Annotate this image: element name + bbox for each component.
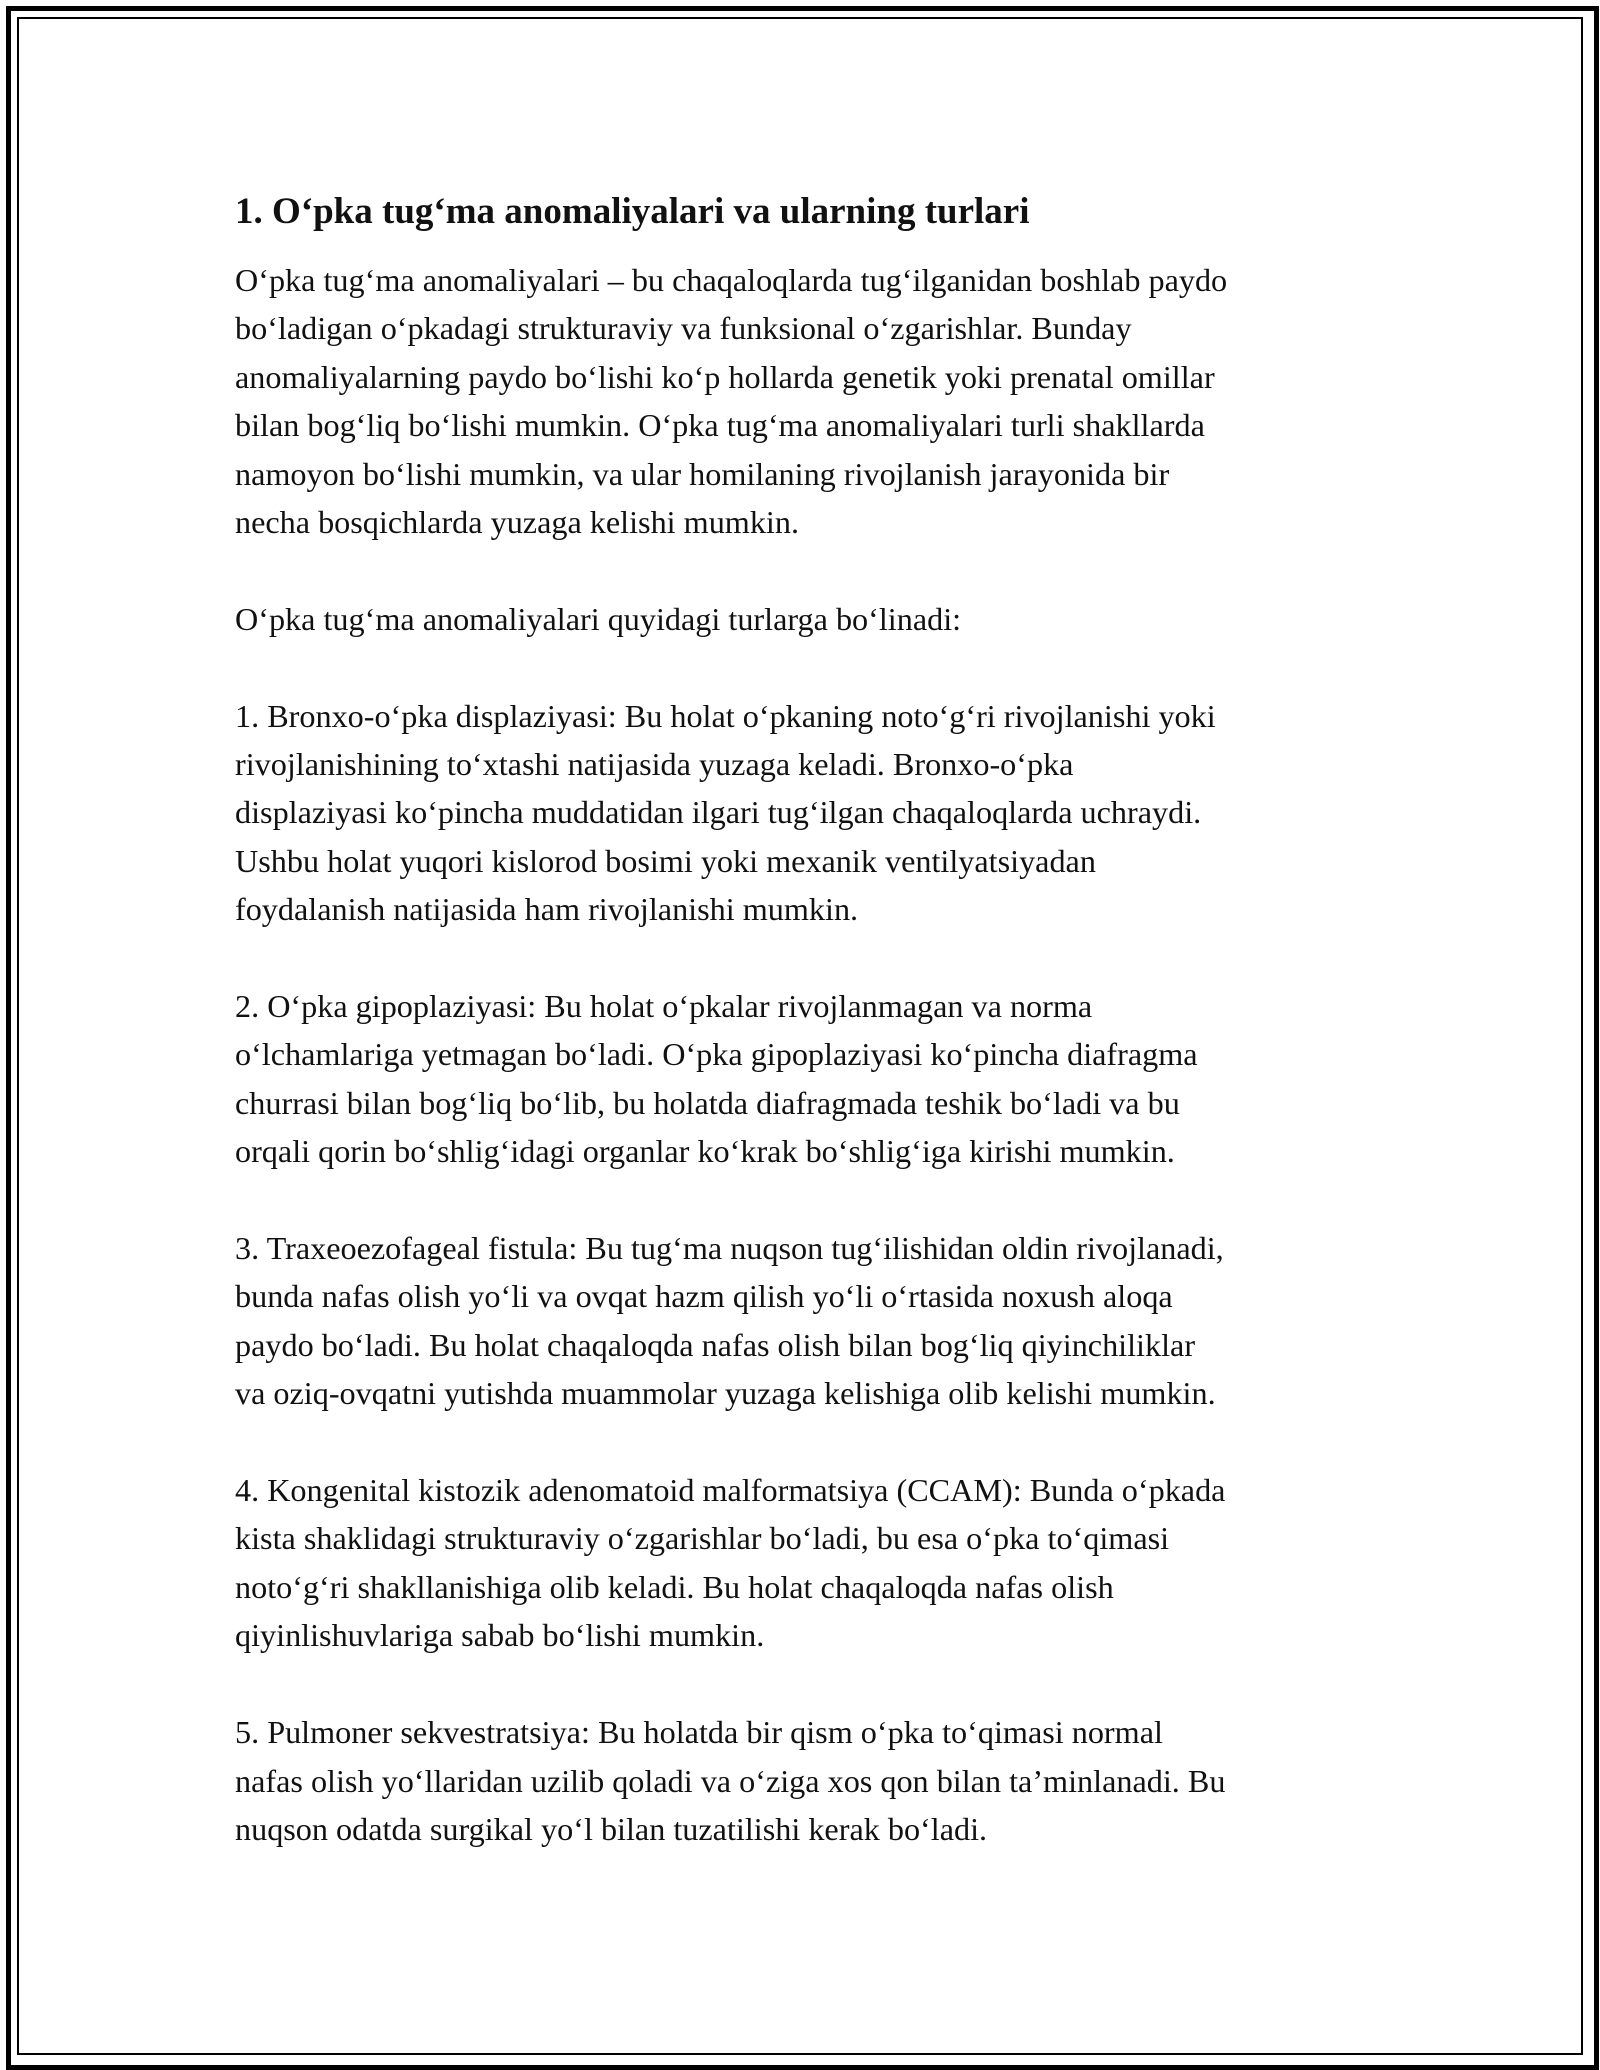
- paragraph: [235, 256, 1385, 546]
- paragraph-line: 1. Bronxo-o‘pka displaziyasi: Bu holat o‘pkaning noto‘g‘ri rivojlanishi yoki: [235, 697, 1216, 734]
- paragraph-line: rivojlanishining to‘xtashi natijasida yuzaga keladi. Bronxo-o‘pka: [235, 746, 1074, 783]
- paragraph-line: bilan bog‘liq bo‘lishi mumkin. O‘pka tug‘ma anomaliyalari turli shakllarda: [235, 407, 1205, 444]
- paragraph-line: bunda nafas olish yo‘li va ovqat hazm qilish yo‘li o‘rtasida noxush aloqa: [235, 1278, 1173, 1315]
- paragraph-line: nuqson odatda surgikal yo‘l bilan tuzatilishi kerak bo‘ladi.: [235, 1810, 988, 1847]
- paragraph: [235, 692, 1385, 934]
- paragraph-line: necha bosqichlarda yuzaga kelishi mumkin.: [235, 504, 800, 541]
- paragraph-line: Ushbu holat yuqori kislorod bosimi yoki mexanik ventilyatsiyadan: [235, 842, 1096, 879]
- paragraph-line: churrasi bilan bog‘liq bo‘lib, bu holatda diafragmada teshik bo‘ladi va bu: [235, 1084, 1180, 1121]
- paragraph-line: bo‘ladigan o‘pkadagi strukturaviy va funksional o‘zgarishlar. Bunday: [235, 310, 1132, 347]
- section-heading: 1. O‘pka tug‘ma anomaliyalari va ularning turlari: [235, 191, 1030, 232]
- paragraph-line: namoyon bo‘lishi mumkin, va ular homilaning rivojlanish jarayonida bir: [235, 455, 1170, 492]
- paragraph-line: kista shaklidagi strukturaviy o‘zgarishlar bo‘ladi, bu esa o‘pka to‘qimasi: [235, 1520, 1170, 1557]
- paragraph-line: O‘pka tug‘ma anomaliyalari – bu chaqaloqlarda tug‘ilganidan boshlab paydo: [235, 262, 1228, 298]
- paragraph-line: noto‘g‘ri shakllanishiga olib keladi. Bu holat chaqaloqda nafas olish: [235, 1568, 1114, 1605]
- paragraph-list: [235, 256, 1385, 1853]
- paragraph: [235, 1466, 1385, 1660]
- paragraph-line: foydalanish natijasida ham rivojlanishi mumkin.: [235, 891, 859, 928]
- paragraph-line: paydo bo‘ladi. Bu holat chaqaloqda nafas olish bilan bog‘liq qiyinchiliklar: [235, 1326, 1196, 1363]
- paragraph-line: o‘lchamlariga yetmagan bo‘ladi. O‘pka gipoplaziyasi ko‘pincha diafragma: [235, 1036, 1198, 1073]
- paragraph-line: 2. O‘pka gipoplaziyasi: Bu holat o‘pkalar rivojlanmagan va norma: [235, 988, 1093, 1025]
- paragraph-line: O‘pka tug‘ma anomaliyalari quyidagi turlarga bo‘linadi:: [235, 600, 962, 637]
- paragraph: [235, 982, 1385, 1176]
- paragraph-line: qiyinlishuvlariga sabab bo‘lishi mumkin.: [235, 1617, 765, 1654]
- paragraph-line: orqali qorin bo‘shlig‘idagi organlar ko‘krak bo‘shlig‘iga kirishi mumkin.: [235, 1133, 1175, 1170]
- paragraph: [235, 595, 1385, 643]
- paragraph: [235, 1708, 1385, 1853]
- paragraph-line: 3. Traxeoezofageal fistula: Bu tug‘ma nuqson tug‘ilishidan oldin rivojlanadi,: [235, 1230, 1224, 1267]
- paragraph-line: displaziyasi ko‘pincha muddatidan ilgari tug‘ilgan chaqaloqlarda uchraydi.: [235, 794, 1202, 831]
- paragraph-line: 4. Kongenital kistozik adenomatoid malformatsiya (CCAM): Bunda o‘pkada: [235, 1472, 1226, 1509]
- paragraph-line: anomaliyalarning paydo bo‘lishi ko‘p hollarda genetik yoki prenatal omillar: [235, 358, 1215, 395]
- paragraph-line: 5. Pulmoner sekvestratsiya: Bu holatda bir qism o‘pka to‘qimasi normal: [235, 1714, 1163, 1751]
- document-body: [235, 188, 1385, 1902]
- paragraph-line: va oziq-ovqatni yutishda muammolar yuzaga kelishiga olib kelishi mumkin.: [235, 1375, 1216, 1412]
- paragraph-line: nafas olish yo‘llaridan uzilib qoladi va o‘ziga xos qon bilan ta’minlanadi. Bu: [235, 1762, 1226, 1799]
- paragraph: [235, 1224, 1385, 1418]
